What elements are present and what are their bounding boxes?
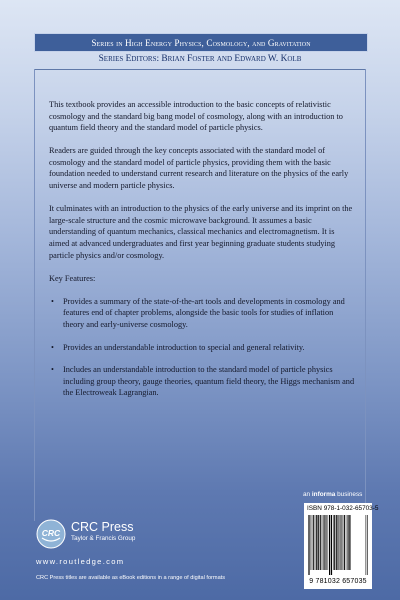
- description-paragraph: Readers are guided through the key concepts associated with the standard model of cosmology and the standard model of particle physics, providing them with the basic foundation needed to understand current research and literature on the physics of the early universe and modern particle physics.: [49, 146, 349, 191]
- barcode-bar: [315, 515, 316, 570]
- barcode-bar: [318, 515, 319, 570]
- barcode-bar: [350, 515, 351, 570]
- series-title: Series in High Energy Physics, Cosmology, and Gravitation: [91, 37, 311, 48]
- barcode-bar: [320, 515, 321, 570]
- ebook-availability-note: CRC Press titles are available as eBook editions in a range of digital formats: [36, 575, 226, 581]
- informa-suffix: business: [337, 491, 363, 498]
- key-feature-item: • Provides an understandable introduction to special and general relativity.: [63, 342, 355, 354]
- publisher-name: CRC Press: [71, 520, 134, 534]
- informa-prefix: an: [303, 491, 311, 498]
- key-features-list: [49, 296, 355, 399]
- barcode-bar: [334, 515, 335, 570]
- barcode-bar: [338, 515, 339, 570]
- barcode-bar: [367, 515, 368, 575]
- key-feature-item: • Provides a summary of the state-of-the-art tools and developments in cosmology and features end of chapter problems, alongside the basic tools for studies of inflation theory and early-universe cosmology.: [63, 296, 355, 331]
- barcode-bar: [336, 515, 337, 570]
- barcode-bar: [328, 515, 329, 570]
- barcode-bar: [333, 515, 334, 570]
- frame-left-rule: [34, 69, 35, 521]
- barcode-bar: [313, 515, 314, 570]
- informa-brand: informa: [311, 491, 336, 498]
- crc-logo-text: CRC: [41, 528, 61, 538]
- informa-business-tag: [303, 491, 362, 498]
- key-features-label: Key Features:: [49, 273, 96, 283]
- barcode-bar: [308, 515, 309, 575]
- publisher-website: www.routledge.com: [36, 557, 125, 566]
- barcode-bar: [329, 515, 330, 575]
- barcode-bar: [322, 515, 323, 570]
- barcode-bar: [340, 515, 341, 570]
- frame-top-rule: [34, 69, 366, 70]
- barcode-bar: [331, 515, 332, 575]
- publisher-group: Taylor & Francis Group: [71, 535, 136, 542]
- barcode-bar: [309, 515, 310, 575]
- series-editors: Series Editors: Brian Foster and Edward W. Kolb: [98, 54, 302, 64]
- barcode-bar: [344, 515, 345, 570]
- barcode-bar: [341, 515, 342, 570]
- barcode-number: 9 781032 657035: [309, 578, 367, 585]
- barcode-bar: [343, 515, 344, 570]
- key-feature-item: • Includes an understandable introduction to the standard model of particle physics including group theory, gauge theories, quantum field theory, the Higgs mechanism and the Electroweak Lagrangian.: [63, 364, 355, 399]
- frame-right-rule: [365, 69, 366, 521]
- isbn-label: ISBN 978-1-032-65703-5: [307, 505, 379, 512]
- description-paragraph: This textbook provides an accessible introduction to the basic concepts of relativistic cosmology and the standard big bang model of cosmology, along with an introduction to quantum field theory and the standard model of particle physics.: [49, 100, 343, 133]
- barcode-bar: [316, 515, 317, 570]
- barcode-bar: [324, 515, 325, 570]
- barcode-image: [307, 515, 369, 575]
- barcode-bar: [323, 515, 324, 570]
- crc-press-logo: [36, 519, 66, 549]
- barcode-bar: [346, 515, 347, 570]
- back-cover-blurb: [49, 99, 355, 410]
- isbn-barcode-panel: [304, 503, 379, 589]
- barcode-bar: [347, 515, 348, 570]
- series-title-banner: [34, 33, 368, 52]
- barcode-bar: [348, 515, 349, 570]
- barcode-bar: [312, 515, 313, 570]
- description-paragraph: It culminates with an introduction to the physics of the early universe and its imprint on the large-scale structure and the cosmic microwave background. It assumes a basic understanding of quantum mechanics, classical mechanics and electromagnetism. It is aimed at advanced undergraduates and first year beginning graduate students studying particle physics and/or cosmology.: [49, 204, 353, 260]
- barcode-bar: [326, 515, 327, 570]
- barcode-bar: [366, 515, 367, 575]
- barcode-bar: [311, 515, 312, 570]
